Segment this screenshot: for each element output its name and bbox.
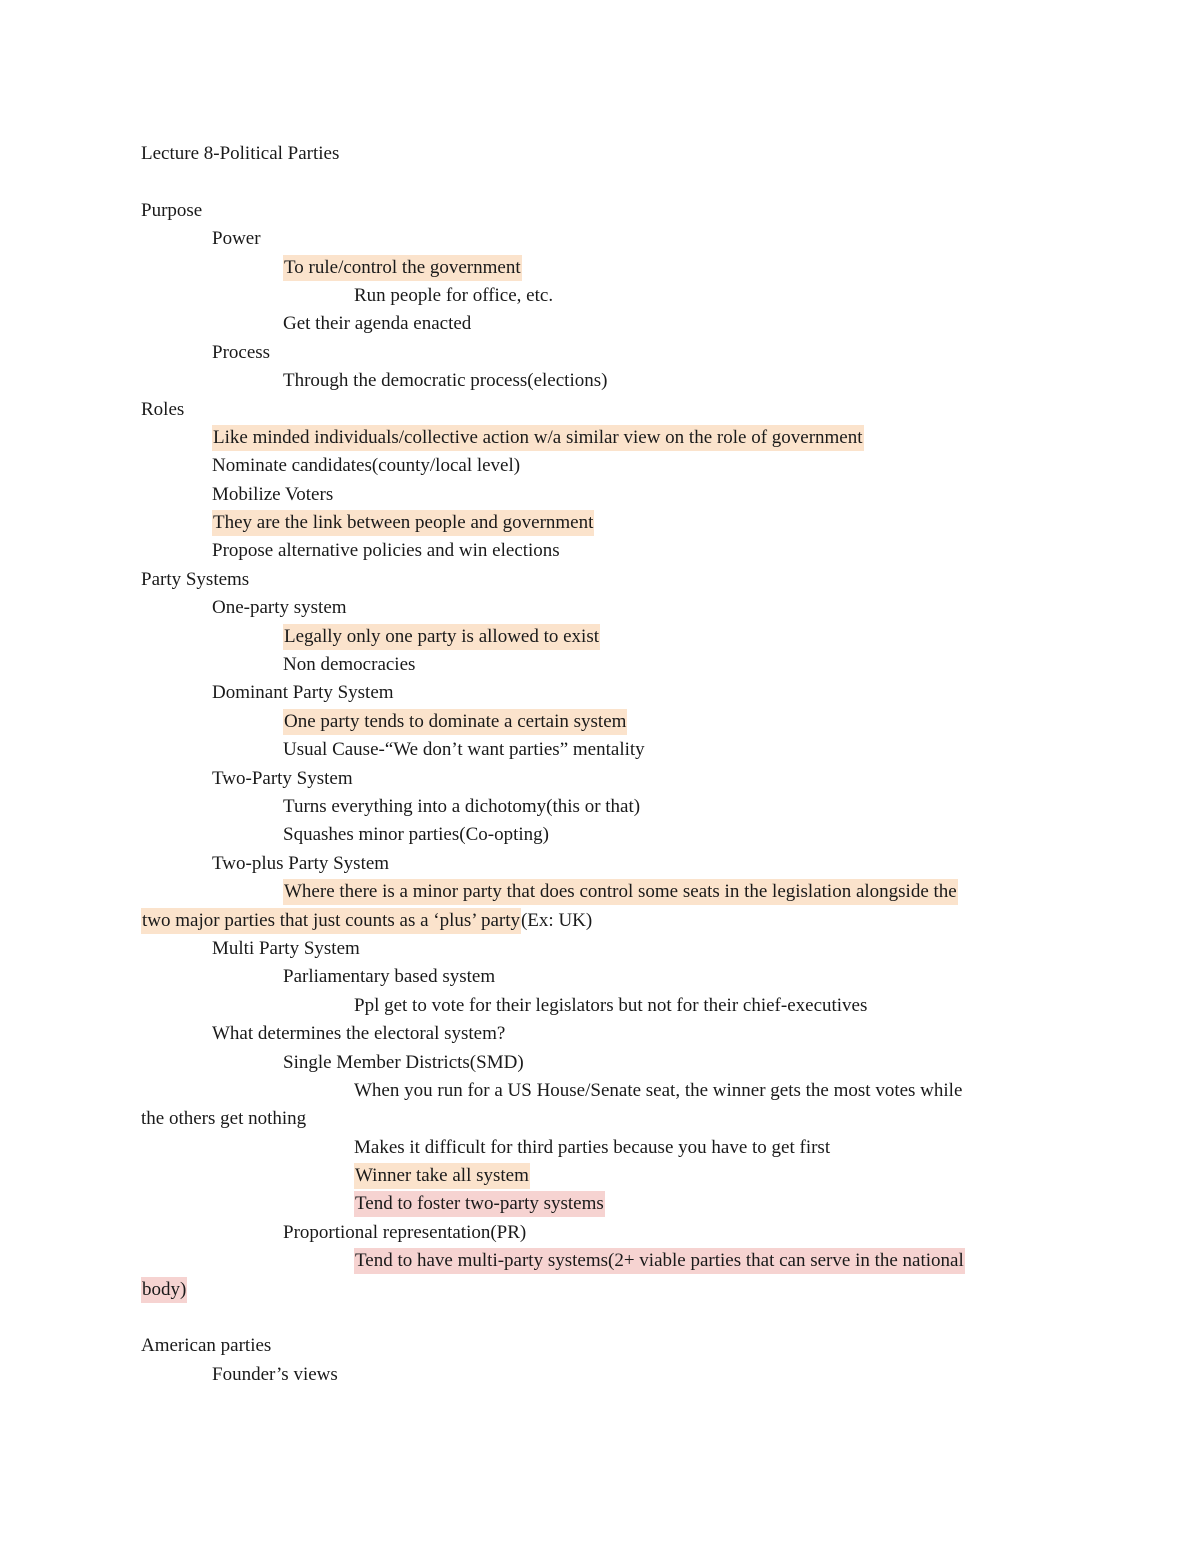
blank-line <box>141 168 1061 196</box>
line-text: Roles <box>141 398 185 420</box>
line-text: Two-plus Party System <box>212 852 390 874</box>
line-text: Parliamentary based system <box>283 966 496 988</box>
outline-line <box>141 424 1061 452</box>
outline-line <box>141 1247 1061 1275</box>
outline-line <box>141 793 1061 821</box>
line-text: Founder’s views <box>212 1363 338 1385</box>
highlighted-text: Where there is a minor party that does control some seats in the legislation alongside the <box>283 879 958 905</box>
highlighted-text: two major parties that just counts as a ‘plus’ party <box>141 908 521 934</box>
outline-line <box>141 992 1061 1020</box>
blank-line <box>141 1304 1061 1332</box>
highlighted-text: One party tends to dominate a certain system <box>283 709 627 735</box>
line-text: the others get nothing <box>141 1108 307 1130</box>
outline-line <box>141 878 1061 906</box>
line-text: When you run for a US House/Senate seat, the winner gets the most votes while <box>354 1079 963 1101</box>
outline-line <box>141 481 1061 509</box>
line-text: What determines the electoral system? <box>212 1023 506 1045</box>
outline-line <box>141 1134 1061 1162</box>
line-text: Proportional representation(PR) <box>283 1221 527 1243</box>
line-text: Squashes minor parties(Co-opting) <box>283 824 549 846</box>
highlighted-text: Like minded individuals/collective action w/a similar view on the role of government <box>212 425 864 451</box>
outline-line <box>141 594 1061 622</box>
outline-line <box>141 821 1061 849</box>
outline-line <box>141 935 1061 963</box>
line-text: Non democracies <box>283 654 416 676</box>
line-text: Power <box>212 228 261 250</box>
highlighted-text: To rule/control the government <box>283 255 522 281</box>
line-text: Purpose <box>141 199 203 221</box>
line-text: Run people for office, etc. <box>354 284 554 306</box>
line-text-tail: (Ex: UK) <box>520 909 593 931</box>
outline-line <box>141 1219 1061 1247</box>
highlighted-text: Winner take all system <box>354 1163 530 1189</box>
outline-line <box>141 1276 1061 1304</box>
outline-line <box>141 396 1061 424</box>
document-body <box>141 140 1061 1389</box>
line-text: Party Systems <box>141 568 250 590</box>
line-text: Propose alternative policies and win elections <box>212 540 560 562</box>
outline-line <box>141 566 1061 594</box>
outline-line <box>141 679 1061 707</box>
outline-line <box>141 197 1061 225</box>
outline-line <box>141 1162 1061 1190</box>
outline-line <box>141 537 1061 565</box>
outline-line <box>141 1190 1061 1218</box>
line-text: Get their agenda enacted <box>283 313 472 335</box>
line-text: Ppl get to vote for their legislators but not for their chief-executives <box>354 994 868 1016</box>
line-text: Process <box>212 341 271 363</box>
outline-line <box>141 1105 1061 1133</box>
highlighted-text: Tend to have multi-party systems(2+ viable parties that can serve in the national <box>354 1248 965 1274</box>
line-text: Two-Party System <box>212 767 353 789</box>
outline-line <box>141 1332 1061 1360</box>
line-text: Dominant Party System <box>212 682 394 704</box>
outline-line <box>141 1020 1061 1048</box>
outline-line <box>141 963 1061 991</box>
outline-line <box>141 367 1061 395</box>
outline-line <box>141 1361 1061 1389</box>
outline-line <box>141 310 1061 338</box>
highlighted-text: They are the link between people and government <box>212 510 594 536</box>
line-text: Makes it difficult for third parties because you have to get first <box>354 1136 831 1158</box>
line-text: Turns everything into a dichotomy(this or that) <box>283 795 641 817</box>
outline-line <box>141 651 1061 679</box>
outline-line <box>141 452 1061 480</box>
line-text: Mobilize Voters <box>212 483 334 505</box>
line-text: Single Member Districts(SMD) <box>283 1051 524 1073</box>
line-text: Through the democratic process(elections) <box>283 370 608 392</box>
outline-line <box>141 254 1061 282</box>
highlighted-text: Tend to foster two-party systems <box>354 1191 605 1217</box>
outline-line <box>141 225 1061 253</box>
outline <box>141 197 1061 1389</box>
line-text: Nominate candidates(county/local level) <box>212 455 521 477</box>
outline-line <box>141 1077 1061 1105</box>
line-text: American parties <box>141 1335 272 1357</box>
outline-line <box>141 282 1061 310</box>
outline-line <box>141 907 1061 935</box>
line-text: Usual Cause-“We don’t want parties” mentality <box>283 739 645 761</box>
outline-line <box>141 736 1061 764</box>
line-text: One-party system <box>212 597 347 619</box>
highlighted-text: Legally only one party is allowed to exist <box>283 624 600 650</box>
outline-line <box>141 339 1061 367</box>
outline-line <box>141 850 1061 878</box>
document-title: Lecture 8-Political Parties <box>141 143 340 164</box>
highlighted-text: body) <box>141 1277 187 1303</box>
outline-line <box>141 509 1061 537</box>
outline-line <box>141 765 1061 793</box>
outline-line <box>141 1049 1061 1077</box>
outline-line <box>141 708 1061 736</box>
line-text: Multi Party System <box>212 937 360 959</box>
outline-line <box>141 623 1061 651</box>
